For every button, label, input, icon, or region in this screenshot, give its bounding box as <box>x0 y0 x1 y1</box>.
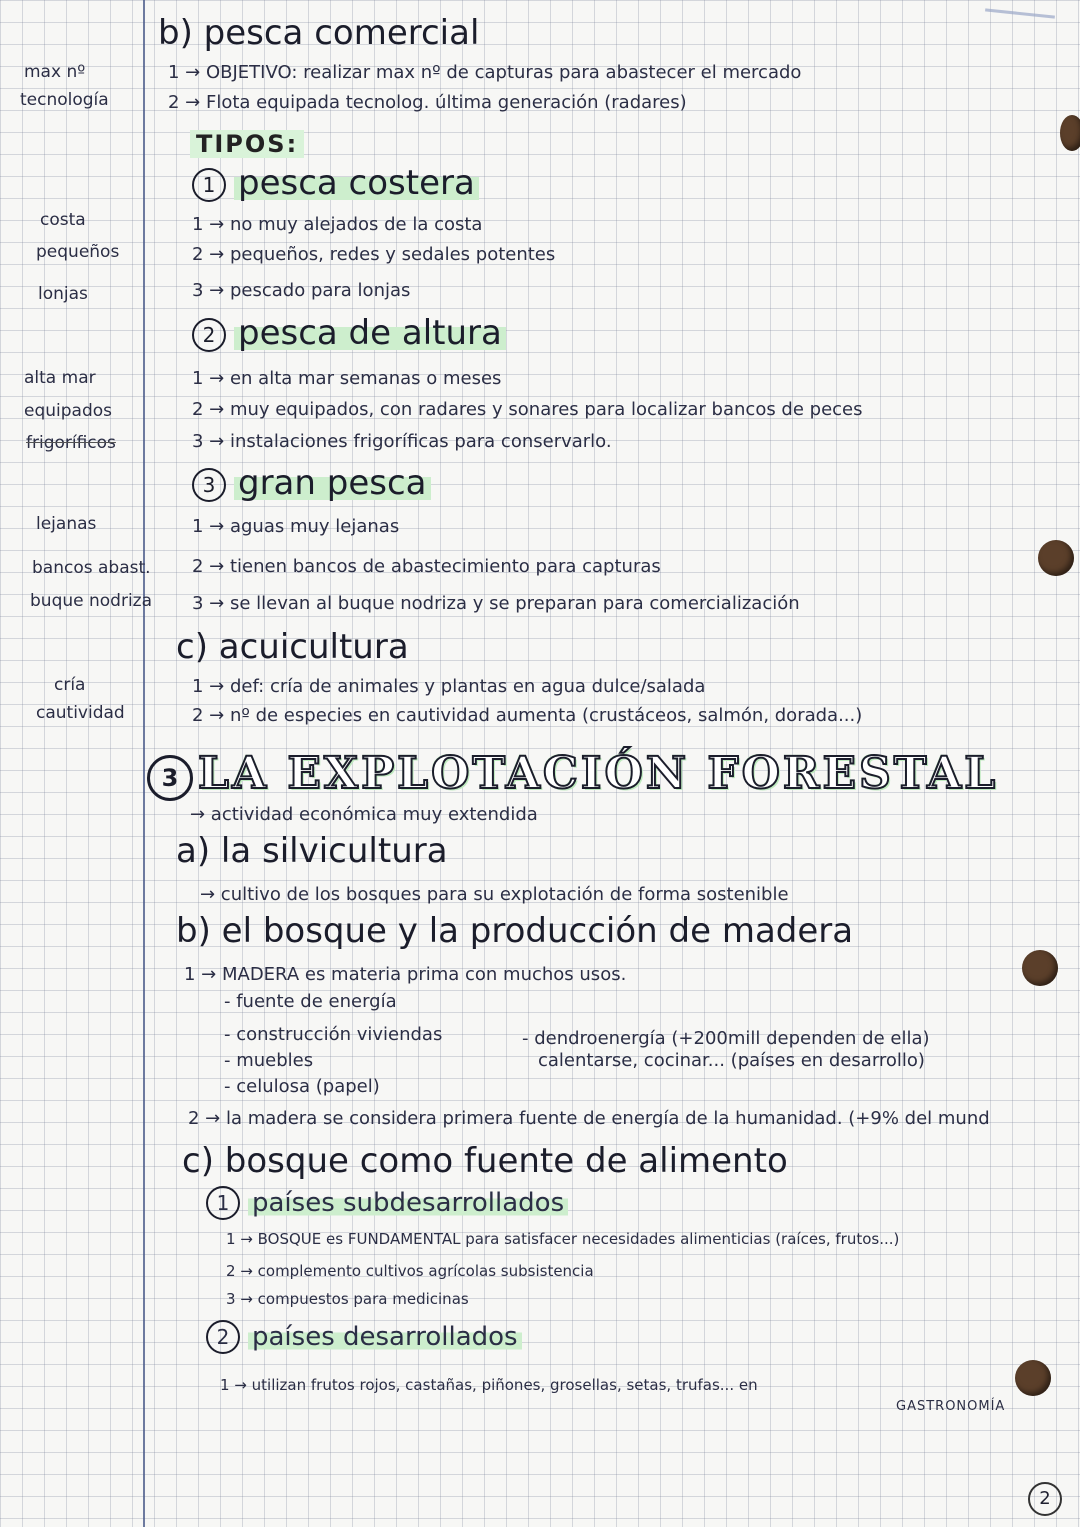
margin-note: pequeños <box>36 242 120 262</box>
margin-line <box>143 0 145 1527</box>
heading-text: pesca costera <box>234 163 479 203</box>
margin-note: equipados <box>24 401 113 421</box>
point: 1 → BOSQUE es FUNDAMENTAL para satisfacer necesidades alimenticias (raíces, frutos...) <box>226 1230 900 1248</box>
heading-text: países subdesarrollados <box>248 1188 568 1218</box>
point: 1 → utilizan frutos rojos, castañas, piñones, grosellas, setas, trufas... en <box>220 1376 758 1394</box>
binder-hole <box>1038 540 1074 576</box>
point: 3 → compuestos para medicinas <box>226 1290 469 1308</box>
dendro-note: - dendroenergía (+200mill dependen de ella) <box>522 1028 930 1049</box>
margin-note: costa <box>40 210 86 230</box>
gastronomia-label: GASTRONOMÍA <box>896 1399 1006 1414</box>
margin-note: max nº <box>24 62 86 82</box>
point: 2 → tienen bancos de abastecimiento para capturas <box>192 556 661 577</box>
use-item: - muebles <box>224 1050 314 1071</box>
heading-subdesarrollados <box>206 1186 568 1220</box>
point: 1 → def: cría de animales y plantas en agua dulce/salada <box>192 676 706 697</box>
point: 2 → Flota equipada tecnolog. última generación (radares) <box>168 92 687 113</box>
margin-note: bancos abast. <box>32 558 151 578</box>
margin-note: frigoríficos <box>26 433 116 453</box>
margin-note: lonjas <box>38 284 88 304</box>
margin-note: alta mar <box>24 368 96 388</box>
point: → cultivo de los bosques para su explotación de forma sostenible <box>200 884 789 905</box>
number-badge: 1 <box>206 1186 240 1220</box>
heading-text: gran pesca <box>234 463 431 503</box>
point: 2 → la madera se considera primera fuente de energía de la humanidad. (+9% del mund <box>188 1108 990 1129</box>
margin-note: buque nodriza <box>30 591 153 611</box>
number-badge: 1 <box>192 168 226 202</box>
section-title: LA EXPLOTACIÓN FORESTAL <box>198 748 999 799</box>
heading-pesca-altura <box>192 313 506 353</box>
number-badge: 2 <box>206 1320 240 1354</box>
margin-note: tecnología <box>20 90 109 110</box>
point: 1 → MADERA es materia prima con muchos usos. <box>184 964 627 985</box>
binder-hole <box>1022 950 1058 986</box>
dendro-note: calentarse, cocinar... (países en desarrollo) <box>538 1050 925 1071</box>
point: 1 → OBJETIVO: realizar max nº de capturas para abastecer el mercado <box>168 62 802 83</box>
heading-alimento: c) bosque como fuente de alimento <box>182 1141 788 1181</box>
point: 3 → se llevan al buque nodriza y se preparan para comercialización <box>192 593 800 614</box>
use-item: - celulosa (papel) <box>224 1076 380 1097</box>
use-item: - fuente de energía <box>224 991 397 1012</box>
margin-note: cautividad <box>36 703 125 723</box>
heading-madera: b) el bosque y la producción de madera <box>176 911 854 951</box>
heading-text: pesca de altura <box>234 313 506 353</box>
number-badge: 3 <box>192 468 226 502</box>
point: 1 → en alta mar semanas o meses <box>192 368 502 389</box>
tipos-label: TIPOS: <box>190 130 304 158</box>
binder-hole <box>1015 1360 1051 1396</box>
point: 3 → pescado para lonjas <box>192 280 411 301</box>
use-item: - construcción viviendas <box>224 1024 443 1045</box>
heading-desarrollados <box>206 1320 522 1354</box>
point: 2 → pequeños, redes y sedales potentes <box>192 244 556 265</box>
page-number: 2 <box>1028 1482 1062 1516</box>
point: 1 → aguas muy lejanas <box>192 516 400 537</box>
margin-note: lejanas <box>36 514 97 534</box>
point: 1 → no muy alejados de la costa <box>192 214 483 235</box>
heading-silvicultura: a) la silvicultura <box>176 831 448 871</box>
heading-gran-pesca <box>192 463 431 503</box>
heading-pesca-comercial: b) pesca comercial <box>158 13 480 53</box>
pen-mark <box>985 8 1055 18</box>
point: 2 → nº de especies en cautividad aumenta (crustáceos, salmón, dorada...) <box>192 705 863 726</box>
heading-acuicultura: c) acuicultura <box>176 627 409 667</box>
point: 2 → complemento cultivos agrícolas subsistencia <box>226 1262 594 1280</box>
point: 3 → instalaciones frigoríficas para conservarlo. <box>192 431 612 452</box>
heading-text: países desarrollados <box>248 1322 522 1352</box>
binder-hole <box>1060 115 1080 151</box>
point: → actividad económica muy extendida <box>190 804 538 825</box>
margin-note: cría <box>54 675 86 695</box>
section-number-badge: 3 <box>147 755 193 801</box>
number-badge: 2 <box>192 318 226 352</box>
point: 2 → muy equipados, con radares y sonares para localizar bancos de peces <box>192 399 863 420</box>
heading-pesca-costera <box>192 163 479 203</box>
